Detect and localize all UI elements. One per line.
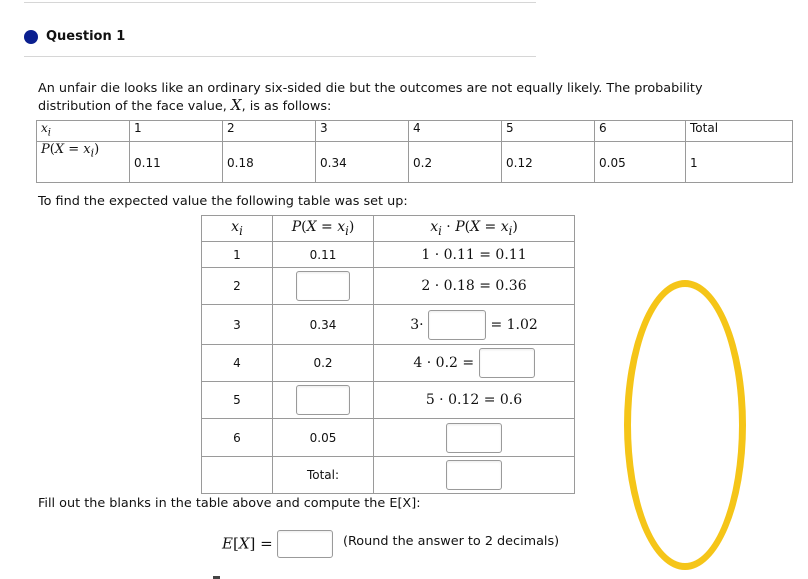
exp-prod-3-cell — [374, 305, 575, 345]
exp-x-6: 6 — [202, 419, 273, 457]
exp-prod-4-cell — [374, 345, 575, 382]
dist-value-3: 3 — [316, 121, 409, 142]
exp-x-1: 1 — [202, 242, 273, 268]
exp-p-6: 0.05 — [273, 419, 374, 457]
prod3-prefix: 3· — [410, 316, 424, 333]
exp-header-prod: $x_i \cdot P(X = x_i)$ — [374, 216, 575, 242]
exp-p-1: 0.11 — [273, 242, 374, 268]
exp-p-4: 0.2 — [273, 345, 374, 382]
ex-row — [222, 530, 333, 558]
exp-prod-1: 1 · 0.11 = 0.11 — [374, 242, 575, 268]
find-expected-text: To find the expected value the following table was set up: — [38, 194, 408, 209]
exp-header-xi: $x_i$ — [202, 216, 273, 242]
intro-text-2: , is as follows: — [241, 99, 332, 114]
top-divider — [24, 2, 536, 3]
dist-value-2: 2 — [223, 121, 316, 142]
p2-input[interactable] — [296, 271, 350, 301]
dist-prob-3: 0.34 — [316, 142, 409, 183]
exp-total-label: Total: — [273, 457, 374, 494]
dist-value-total: Total — [686, 121, 793, 142]
dist-prob-2: 0.18 — [223, 142, 316, 183]
intro-text-1: An unfair die looks like an ordinary six-sided die but the outcomes are not equally likely. The probability distribution of the face value, — [38, 81, 703, 114]
dist-value-5: 5 — [502, 121, 595, 142]
prod6-input[interactable] — [446, 423, 502, 453]
prod3-input[interactable] — [428, 310, 486, 340]
dist-header-p: $P(X = x_i)$ — [37, 142, 130, 183]
dist-prob-total: 1 — [686, 142, 793, 183]
dist-value-4: 4 — [409, 121, 502, 142]
exp-p-5-cell — [273, 382, 374, 419]
question-intro — [38, 80, 738, 115]
exp-p-3: 0.34 — [273, 305, 374, 345]
intro-var-x: X — [230, 96, 242, 114]
exp-total-cell — [374, 457, 575, 494]
dist-prob-4: 0.2 — [409, 142, 502, 183]
exp-total-blank — [202, 457, 273, 494]
dist-value-1: 1 — [130, 121, 223, 142]
prod4-prefix: 4 · 0.2 = — [413, 355, 475, 371]
prod4-input[interactable] — [479, 348, 535, 378]
dist-header-xi: $x_i$ — [37, 121, 130, 142]
dist-prob-1: 0.11 — [130, 142, 223, 183]
p5-input[interactable] — [296, 385, 350, 415]
ex-label: E[X] = — [222, 534, 273, 553]
total-input[interactable] — [446, 460, 502, 490]
ex-input[interactable] — [277, 530, 333, 558]
exp-header-p: $P(X = x_i)$ — [273, 216, 374, 242]
fill-instructions: Fill out the blanks in the table above and compute the E[X]: — [38, 496, 421, 511]
expected-value-table — [201, 215, 575, 494]
exp-x-5: 5 — [202, 382, 273, 419]
dist-prob-6: 0.05 — [595, 142, 686, 183]
exp-x-3: 3 — [202, 305, 273, 345]
exp-p-2-cell — [273, 268, 374, 305]
question-title: Question 1 — [46, 29, 126, 44]
exp-prod-5: 5 · 0.12 = 0.6 — [374, 382, 575, 419]
distribution-table — [36, 120, 793, 183]
exp-prod-6-cell — [374, 419, 575, 457]
dist-prob-5: 0.12 — [502, 142, 595, 183]
prod3-suffix: = 1.02 — [490, 316, 538, 333]
exp-x-4: 4 — [202, 345, 273, 382]
exp-prod-2: 2 · 0.18 = 0.36 — [374, 268, 575, 305]
round-note: (Round the answer to 2 decimals) — [343, 534, 560, 549]
title-divider — [24, 56, 536, 57]
highlight-ellipse — [624, 280, 746, 570]
question-status-dot — [24, 30, 38, 44]
dist-value-6: 6 — [595, 121, 686, 142]
exp-x-2: 2 — [202, 268, 273, 305]
